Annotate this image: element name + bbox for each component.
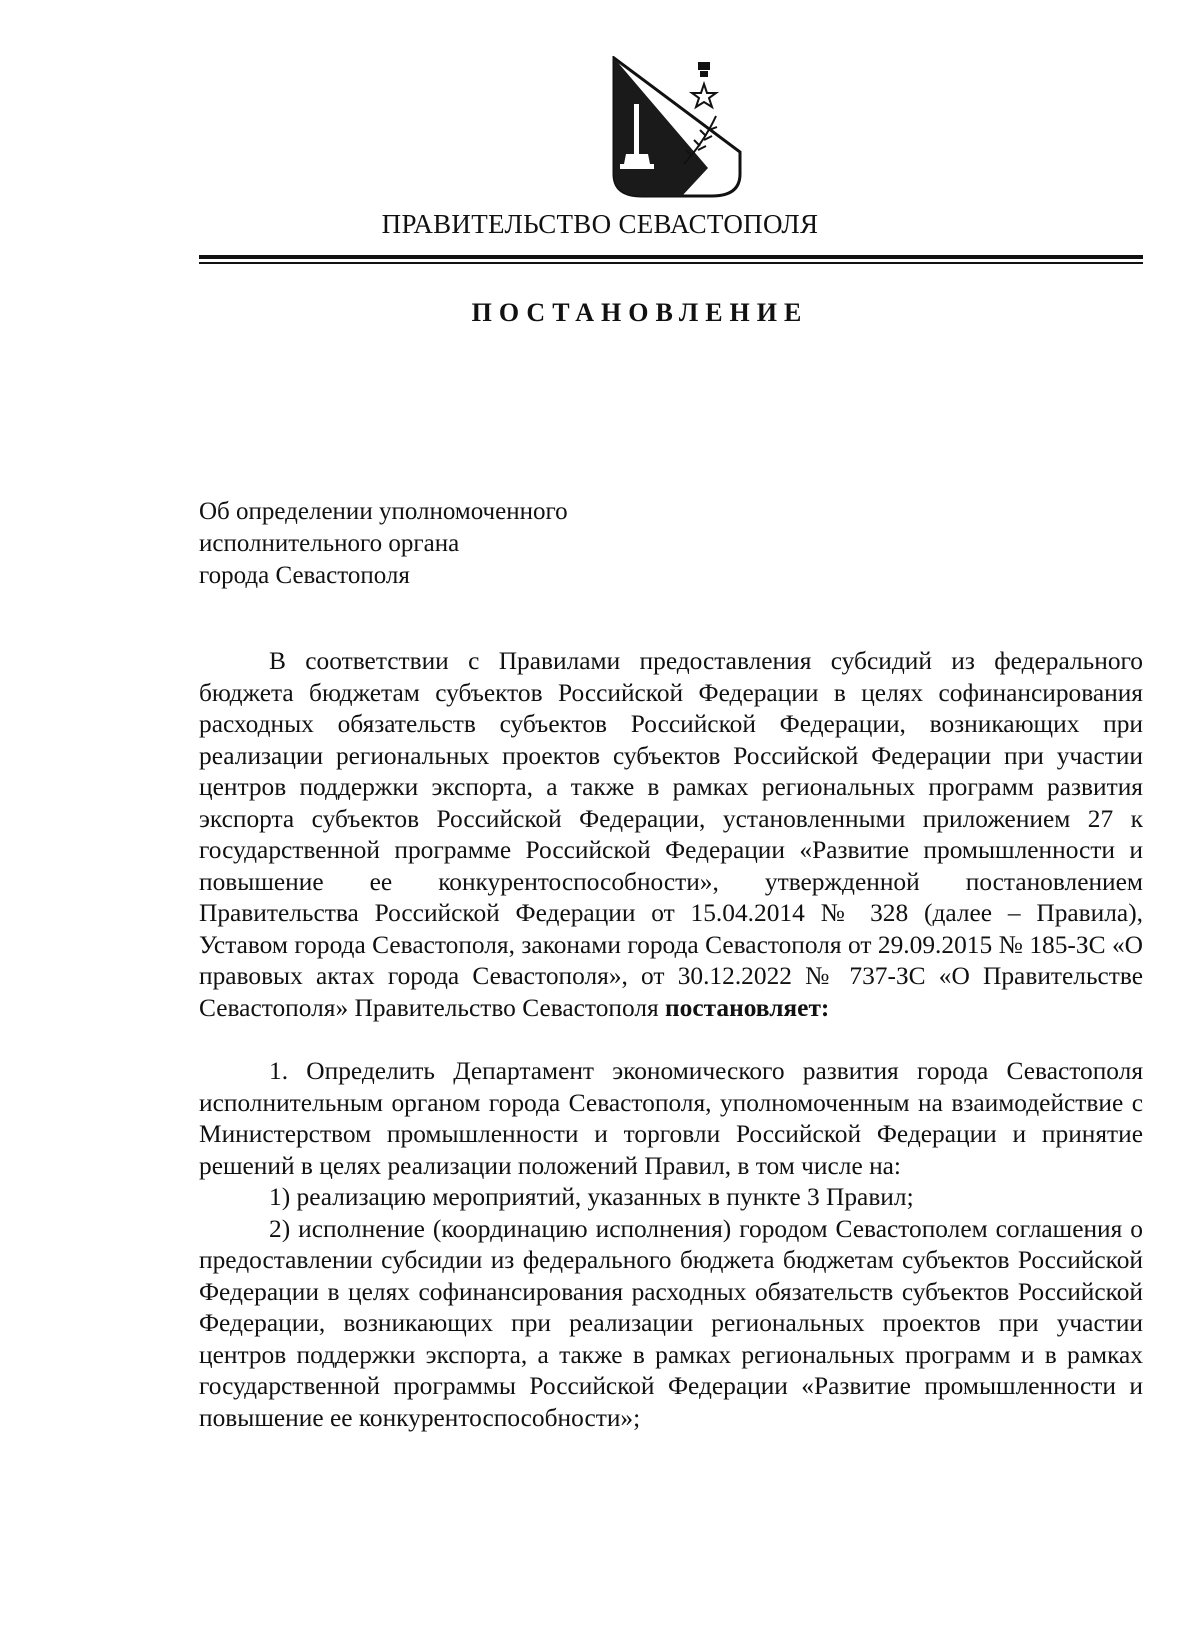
clause-1-paragraph: 1. Определить Департамент экономического развития города Севастополя исполнительным органом города Севастополя, уполномоченным на взаимодействие с Министерством промышленности и торговли Российской Федерации и принятие решений в целях реализации положений Правил, в том числе на:	[199, 1057, 1143, 1180]
subject-line: исполнительного органа	[199, 530, 460, 557]
header-rule-thick	[199, 255, 1143, 259]
subject-line: города Севастополя	[199, 562, 410, 589]
document-type-title: ПОСТАНОВЛЕНИЕ	[471, 298, 809, 327]
document-subject	[199, 496, 568, 592]
preamble-text: В соответствии с Правилами предоставления субсидий из федерального бюджета бюджетам субъектов Российской Федерации в целях софинансирования расходных обязательств субъектов Российской Федерации, возникающих при реализации региональных проектов субъектов Российской Федерации при участии центров поддержки экспорта, а также в рамках региональных программ развития экспорта субъектов Российской Федерации, установленными приложением 27 к государственной программе Российской Федерации «Развитие промышленности и повышение ее конкурентоспособности», утвержденной постановлением Правительства Российской Федерации от 15.04.2014 № 328 (далее – Правила), Уставом города Севастополя, законами города Севастополя от 29.09.2015 № 185-ЗС «О правовых актах города Севастополя», от 30.12.2022 № 737-ЗС «О Правительстве Севастополя» Правительство Севастополя	[199, 647, 1143, 1022]
document-body	[199, 646, 1143, 1434]
subclause-1-paragraph: 1) реализацию мероприятий, указанных в пункте 3 Правил;	[269, 1183, 914, 1211]
subclause-2-paragraph: 2) исполнение (координацию исполнения) городом Севастополем соглашения о предоставлении субсидии из федерального бюджета бюджетам субъектов Российской Федерации в целях софинансирования расходных обязательств субъектов Российской Федерации, возникающих при реализации региональных проектов при участии центров поддержки экспорта, а также в рамках региональных программ и в рамках государственной программы Российской Федерации «Развитие промышленности и повышение ее конкурентоспособности»;	[199, 1214, 1143, 1432]
decree-word: постановляет:	[665, 993, 830, 1022]
sevastopol-coat-of-arms-icon	[612, 56, 742, 198]
organization-name: ПРАВИТЕЛЬСТВО СЕВАСТОПОЛЯ	[381, 209, 819, 239]
header-rule-thin	[199, 262, 1143, 264]
subject-line: Об определении уполномоченного	[199, 498, 568, 525]
preamble-paragraph	[199, 646, 1143, 1024]
